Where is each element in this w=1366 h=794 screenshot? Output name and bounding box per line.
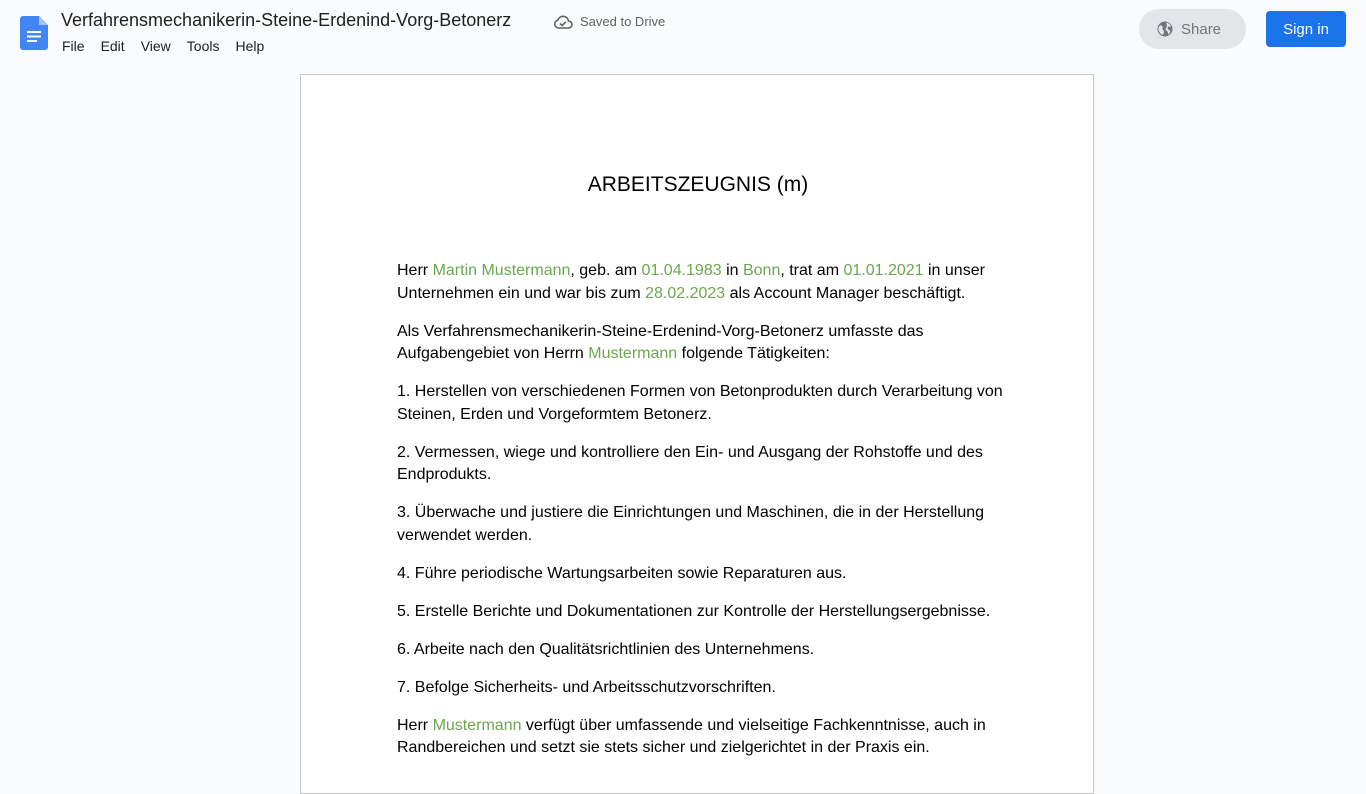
task-item: 4. Führe periodische Wartungsarbeiten sowie Reparaturen aus.	[397, 564, 847, 582]
employee-surname: Mustermann	[588, 345, 678, 362]
save-status-label: Saved to Drive	[580, 14, 666, 29]
task-item: 2. Vermessen, wiege und kontrolliere den Ein- und Ausgang der Rohstoffe und des Endprodukts.	[397, 443, 983, 483]
employee-surname: Mustermann	[432, 716, 522, 734]
document-page[interactable]	[300, 74, 1094, 794]
intro-paragraph: Herr Martin Mustermann, geb. am 01.04.1983 in Bonn, trat am 01.01.2021 in unser Unternehmen ein und war bis zum 28.02.2023 als Account Manager beschäftigt.	[397, 262, 985, 302]
document-heading: ARBEITSZEUGNIS (m)	[587, 173, 809, 196]
end-date: 28.02.2023	[645, 284, 726, 302]
menu-view[interactable]: View	[140, 38, 171, 54]
document-body	[397, 260, 1007, 775]
employee-name: Martin Mustermann	[432, 262, 571, 279]
top-bar	[0, 0, 1366, 64]
menu-help[interactable]: Help	[235, 38, 265, 54]
task-item: 6. Arbeite nach den Qualitätsrichtlinien des Unternehmens.	[397, 640, 815, 658]
closing-paragraph: Herr Mustermann verfügt über umfassende und vielseitige Fachkenntnisse, auch in Randbereichen und setzt sie stets sicher und zielgerichtet in der Praxis ein.	[397, 716, 986, 756]
task-item: 5. Erstelle Berichte und Dokumentationen zur Kontrolle der Herstellungsergebnisse.	[397, 602, 991, 620]
cloud-done-icon	[553, 15, 573, 29]
birth-place: Bonn	[742, 262, 781, 279]
menu-edit[interactable]: Edit	[100, 38, 125, 54]
google-docs-icon[interactable]	[20, 16, 48, 50]
task-item: 1. Herstellen von verschiedenen Formen von Betonprodukten durch Verarbeitung von Steinen, Erden und Vorgeformtem Betonerz.	[397, 383, 1003, 423]
menu-bar	[54, 37, 272, 55]
save-status[interactable]	[553, 14, 665, 29]
sign-in-button[interactable]: Sign in	[1266, 11, 1346, 47]
menu-tools[interactable]: Tools	[186, 38, 220, 54]
task-item: 7. Befolge Sicherheits- und Arbeitsschutzvorschriften.	[397, 678, 776, 696]
menu-file[interactable]: File	[62, 38, 85, 54]
share-button[interactable]	[1139, 9, 1246, 49]
task-item: 3. Überwache und justiere die Einrichtungen und Maschinen, die in der Herstellung verwendet werden.	[397, 504, 985, 544]
start-date: 01.01.2021	[843, 262, 924, 279]
birth-date: 01.04.1983	[641, 262, 722, 279]
tasks-intro-paragraph: Als Verfahrensmechanikerin-Steine-Erdenind-Vorg-Betonerz umfasste das Aufgabengebiet von Herrn Mustermann folgende Tätigkeiten:	[397, 322, 924, 362]
globe-icon	[1157, 21, 1173, 37]
document-title[interactable]: Verfahrensmechanikerin-Steine-Erdenind-Vorg-Betonerz	[61, 10, 512, 30]
share-label: Share	[1181, 20, 1222, 38]
